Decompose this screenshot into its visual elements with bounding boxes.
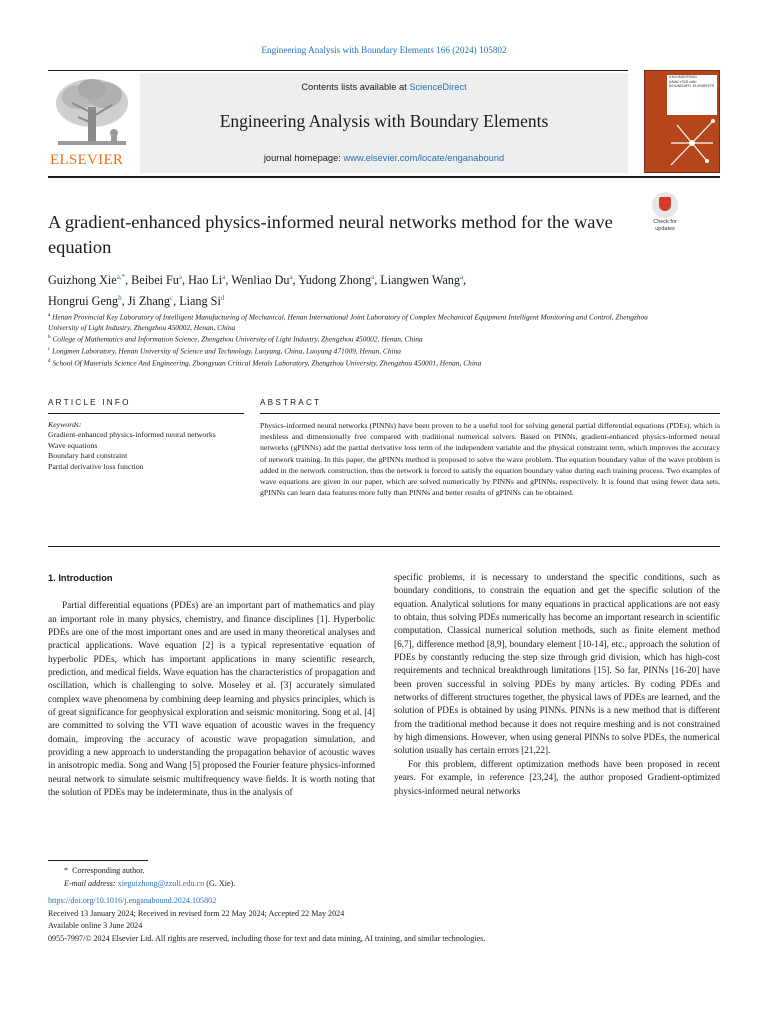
body-paragraph: For this problem, different optimization methods have been proposed in recent years. For example, in reference [23,24], the author proposed Gradient-optimized physics-informed neural networks xyxy=(394,759,720,797)
affiliation-text: Longmen Laboratory, Henan University of Science and Technology, Luoyang, China, Luoyang 471009, Henan, China xyxy=(52,346,402,356)
check-for-updates-button[interactable] xyxy=(648,192,682,230)
keyword-list xyxy=(48,430,244,472)
copyright-notice: 0955-7997/© 2024 Elsevier Ltd. All rights are reserved, including those for text and data mining, AI training, and similar technologies. xyxy=(48,933,486,943)
corresponding-mark: * xyxy=(64,866,69,875)
corresponding-author-note xyxy=(48,865,720,878)
author[interactable] xyxy=(128,294,173,308)
email-suffix: (G. Xie). xyxy=(204,878,236,888)
body-column-right xyxy=(394,572,720,799)
abstract-bottom-rule xyxy=(48,546,720,547)
available-online: Available online 3 June 2024 xyxy=(48,921,143,931)
journal-title: Engineering Analysis with Boundary Elements xyxy=(219,111,549,131)
footnote-divider xyxy=(48,860,148,861)
article-title: A gradient-enhanced physics-informed neural networks method for the wave equation xyxy=(48,212,613,257)
affiliation-list xyxy=(48,311,668,369)
publisher-name: ELSEVIER xyxy=(50,152,124,168)
author-affiliation-marker[interactable]: a xyxy=(178,273,183,281)
author[interactable] xyxy=(179,294,224,308)
author-name: Ji Zhang xyxy=(127,294,170,309)
keyword: Wave equations xyxy=(48,440,98,450)
author-affiliation-marker[interactable]: d xyxy=(220,294,225,303)
abstract-label: ABSTRACT xyxy=(260,398,322,407)
homepage-link[interactable]: www.elsevier.com/locate/enganabound xyxy=(343,153,505,163)
check-updates-icon xyxy=(652,192,678,218)
abstract xyxy=(260,398,720,498)
check-updates-label-1: Check for xyxy=(653,219,677,225)
author-affiliation-marker[interactable]: a xyxy=(222,273,226,281)
journal-cover[interactable] xyxy=(644,70,720,173)
author-affiliation-marker[interactable]: a,* xyxy=(116,273,126,281)
body-paragraph: specific problems, it is necessary to understand the specific conditions, such as boundary conditions, to constrain the equation and get the specific solution of the equation. Analytical solutions for many equations in practical applications are not easy to obtain, thus solving PDEs numerically has become an important research in scientific computation. Classical numerical solution methods, such as finite element method [6,7], difference method [8,9], boundary element [10-14], etc., approach the solution of PDEs by constantly reducing the step size through grid division, which has high-cost requirements and technical breakthrough limitations [15]. So far, PINNs [16-20] have been proven successful in solving PDEs by many articles. By coding PDEs and networks of different structures together, the physical laws of PDEs are learned, and the solution of PDEs is obtained by using PINNs. PINNs is a new method that is different from the traditional method because it does not require meshing and is not constrained by high dimensions. However, when using general PINNs to solve PDEs, the numerical solution usually has certain errors [21,22]. xyxy=(394,573,720,757)
affiliation xyxy=(48,311,668,333)
doi-link[interactable]: https://doi.org/10.1016/j.enganabound.2024.105802 xyxy=(48,896,217,906)
affiliation xyxy=(48,357,668,369)
keyword: Partial derivative loss function xyxy=(48,461,144,471)
sciencedirect-link[interactable]: ScienceDirect xyxy=(409,82,467,92)
affiliation-key: b xyxy=(48,335,51,341)
abstract-rule xyxy=(260,413,720,414)
email-label: E-mail address: xyxy=(64,878,118,888)
article-metadata xyxy=(48,895,720,945)
affiliation-key: a xyxy=(48,313,51,318)
affiliation-key: d xyxy=(48,359,51,365)
homepage-prefix: journal homepage: xyxy=(263,153,344,163)
author-affiliation-marker[interactable]: b xyxy=(118,294,122,303)
contents-prefix: Contents lists available at xyxy=(301,82,410,92)
email-link[interactable]: xieguizhong@zzuli.edu.cn xyxy=(117,878,205,888)
author-name: Liangwen Wang xyxy=(380,273,460,288)
affiliation-text: School Of Materials Science And Engineering, Zhongyuan Critical Metals Laboratory, Zhengzhou University, Zhengzhou 450001, Henan, China xyxy=(52,358,482,368)
elsevier-tree-logo xyxy=(48,73,136,173)
affiliation xyxy=(48,345,668,357)
masthead-divider xyxy=(48,176,720,178)
affiliation-text: Henan Provincial Key Laboratory of Intelligent Manufacturing of Mechanical, Henan International Joint Laboratory of Complex Mechanical Equipment Intelligent Monitoring and Control, Zhengzhou University of Light Industry, Zhengzhou 450002, Henan, China xyxy=(48,312,648,332)
author-affiliation-marker[interactable]: c xyxy=(169,294,174,303)
keyword: Boundary hard constraint xyxy=(48,451,128,461)
author[interactable] xyxy=(298,273,374,287)
author-name: Beibei Fu xyxy=(131,273,179,288)
author-name: Wenliao Du xyxy=(231,273,290,288)
author-name: Hao Li xyxy=(188,273,223,288)
author[interactable] xyxy=(231,273,292,287)
received-dates: Received 13 January 2024; Received in revised form 22 May 2024; Accepted 22 May 2024 xyxy=(48,908,345,918)
author-list: Guizhong Xie$^{a,*}$, Beibei Fu$^a$, Hao Li$^a$, Wenliao Du$^a$, Yudong Zhong$^a$, Liangwen Wang$^a$, Hongrui Geng$^b$, Ji Zhang$^c$, Liang Si$^d$ xyxy=(48,273,467,309)
author[interactable] xyxy=(188,273,225,287)
footnotes xyxy=(48,865,720,946)
corresponding-text: Corresponding author. xyxy=(72,866,145,875)
author-name: Yudong Zhong xyxy=(298,273,372,288)
journal-banner xyxy=(140,73,628,173)
introduction-heading: 1. Introduction xyxy=(48,573,113,583)
cover-graphic-icon xyxy=(667,115,717,171)
author[interactable] xyxy=(131,273,182,287)
contents-line xyxy=(140,82,628,92)
affiliation xyxy=(48,333,668,345)
check-updates-label-2: updates xyxy=(655,226,675,232)
affiliation-key: c xyxy=(48,347,51,353)
author-affiliation-marker[interactable]: a xyxy=(289,273,293,281)
cover-title: ENGINEERING ANALYSIS with BOUNDARY ELEMENTS xyxy=(669,74,715,88)
keyword: Gradient-enhanced physics-informed neural networks xyxy=(48,430,216,440)
abstract-text: Physics-informed neural networks (PINNs) have been proven to be a useful tool for solving general partial differential equations (PDEs), which is meshless and dimensionally free compared with traditional numerical solvers. Based on PINNs, gradient-enhanced physics-informed neural networks (gPINNs) add the partial derivative loss term of the independent variable and the physical constraint term, which improves the accuracy of network training. In this paper, the gPINNs method is proposed to solve the wave problem. The equation boundary value of the wave problem is added in the network construction, thus the network is forced to satisfy the equation boundary value during each training process. Two examples of wave equations are given in our paper, which are solved numerically by PINNs and gPINNs, respectively. It is found that using fewer data sets, gPINNs can learn data features more fully than PINNs and better results of gPINNs can be obtained. xyxy=(260,421,720,498)
homepage-line xyxy=(140,153,628,163)
masthead xyxy=(48,70,628,175)
keywords-label: Keywords: xyxy=(48,420,82,429)
affiliation-text: College of Mathematics and Information Science, Zhengzhou University of Light Industry, Zhengzhou 450002, Henan, China xyxy=(52,334,423,344)
body-column-left xyxy=(48,572,375,801)
author-affiliation-marker[interactable]: a xyxy=(371,273,375,281)
email-note xyxy=(48,878,720,891)
author-name: Liang Si xyxy=(179,294,221,309)
body-paragraph: Partial differential equations (PDEs) are an important part of mathematics and play an important role in many physics, chemistry, and finance disciplines [1]. Hyperbolic PDEs are one of the most important ones and are used in many theoretical analyses and practical applications. Wave equation [2] is a typical representative equation of hyperbolic PDEs, which has important applications in many scientific research, prediction, and medical fields. Wave equation has the characteristics of propagation and oscillation, which is challenging to solve. Moseley et al. [3] accurately simulated complex wave phenomena by combining deep learning and physics principles, which is of great significance for geophysical exploration and seismic monitoring. Song et al. [4] are committed to solving the VTI wave equation of acoustic waves in the frequency domain, improving the accuracy of acoustic wave propagation simulation, and providing a new approach to understanding the propagation behavior of acoustic waves in anisotropic media. Song and Wang [5] proposed the Fourier feature physics-informed neural network to simulate seismic multifrequency wave fields. It is worth noting that the solution of PDEs may be indeterminate, thus in the analysis of xyxy=(48,601,375,799)
article-info xyxy=(48,398,244,472)
article-info-label: ARTICLE INFO xyxy=(48,398,131,407)
author[interactable] xyxy=(48,273,125,287)
author-affiliation-marker[interactable]: a xyxy=(459,273,464,281)
article-info-rule xyxy=(48,413,244,414)
journal-reference[interactable]: Engineering Analysis with Boundary Elements 166 (2024) 105802 xyxy=(261,45,507,55)
author[interactable] xyxy=(380,273,463,287)
author-name: Guizhong Xie xyxy=(48,273,117,288)
author-name: Hongrui Geng xyxy=(48,294,119,309)
author[interactable] xyxy=(48,294,122,308)
